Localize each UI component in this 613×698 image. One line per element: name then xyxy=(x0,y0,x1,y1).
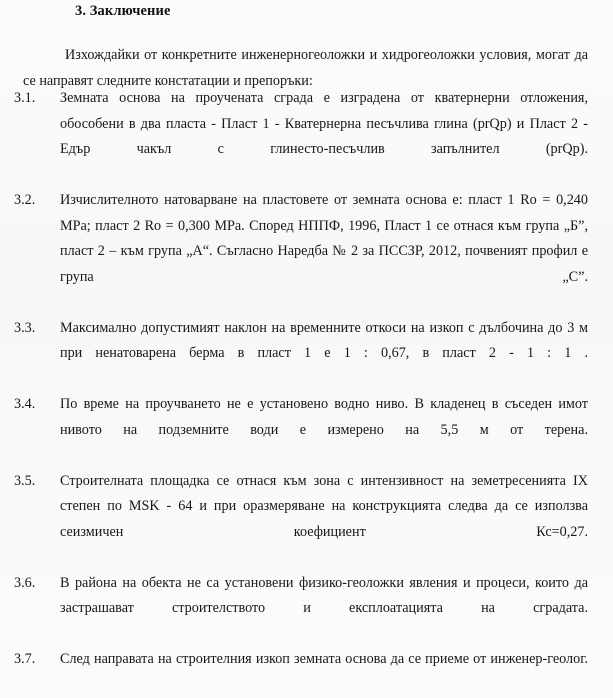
clause-text: В района на обекта не са установени физико-геоложки явления и процеси, които да застрашават строителството и експлоатацията на сградата. xyxy=(60,574,588,616)
clause-text: Изчислителното натоварване на пластовете от земната основа е: пласт 1 Ro = 0,240 MPa; пласт 2 Ro = 0,300 MPa. Според НППФ, 1996, Пласт 1 се отнася към група „Б”, пласт 2 – към група „А“. Съгласно Наредба № 2 за ПССЗР, 2012, почвеният профил е група „С”. xyxy=(60,192,588,285)
clause-number: 3.4. xyxy=(14,396,36,412)
intro-paragraph: Изхождайки от конкретните инженерногеоложки и хидрогеоложки условия, могат да се направят следните констатации и препоръки: xyxy=(23,47,588,89)
clause-text: След направата на строителния изкоп земната основа да се приеме от инженер-геолог. xyxy=(60,651,588,667)
clause-number: 3.5. xyxy=(14,472,36,489)
clause-item xyxy=(0,316,613,393)
clause-number: 3.2. xyxy=(14,192,36,208)
clause-item xyxy=(0,86,613,188)
clause-text: Максимално допустимият наклон на временните откоси на изкоп с дълбочина до 3 м при ненатоварена берма в пласт 1 е 1 : 0,67, в пласт 2 - 1 : 1 . xyxy=(60,319,588,361)
clause-number: 3.1. xyxy=(14,90,36,106)
clause-number: 3.3. xyxy=(14,319,36,336)
clause-item xyxy=(0,188,613,316)
clause-text: Земната основа на проучената сграда е изградена от кватернерни отложения, обособени в два пласта - Пласт 1 - Кватернерна песъчлива глина (prQp) и Пласт 2 - Едър чакъл с глинесто-песъчлив запълнител (prQp). xyxy=(60,90,588,157)
clause-item xyxy=(0,469,613,571)
clause-list xyxy=(0,86,613,698)
clause-item xyxy=(0,647,613,698)
clause-item xyxy=(0,392,613,469)
section-heading: 3. Заключение xyxy=(75,3,171,19)
clause-number: 3.6. xyxy=(14,574,36,591)
clause-text: Строителната площадка се отнася към зона с интензивност на земетресенията IX степен по MSK - 64 и при оразмеряване на конструкцията следва да се използва сеизмичен коефициент Кс=0,27. xyxy=(60,472,588,540)
clause-number: 3.7. xyxy=(14,651,36,667)
clause-text: По време на проучването не е установено водно ниво. В кладенец в съседен имот нивото на подземните води е измерено на 5,5 м от терена. xyxy=(60,396,588,438)
clause-item xyxy=(0,571,613,648)
